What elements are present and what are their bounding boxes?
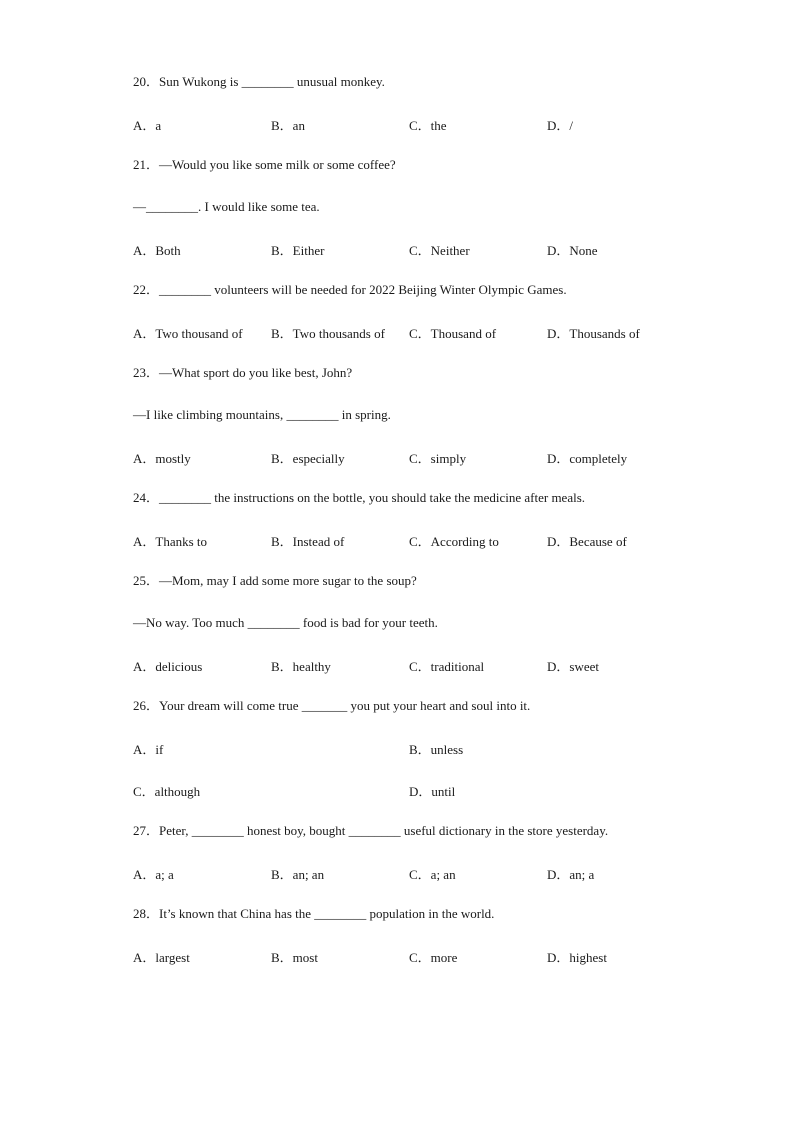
question-21-reply: —________. I would like some tea.	[133, 199, 320, 214]
question-22-option-a[interactable]: A．Two thousand of	[133, 326, 243, 341]
question-22-option-b[interactable]: B．Two thousands of	[271, 326, 385, 341]
question-21-stem: 21．—Would you like some milk or some coffee?	[133, 157, 396, 172]
question-24-option-d[interactable]: D．Because of	[547, 534, 627, 549]
question-26-option-d[interactable]: D．until	[409, 784, 456, 799]
question-28-option-c[interactable]: C．more	[409, 950, 458, 965]
question-23-reply: —I like climbing mountains, ________ in spring.	[133, 407, 391, 422]
question-25-option-b[interactable]: B．healthy	[271, 659, 331, 674]
question-24-stem: 24．________ the instructions on the bottle, you should take the medicine after meals.	[133, 490, 586, 505]
question-27-option-a[interactable]: A．a; a	[133, 867, 174, 882]
question-24-option-a[interactable]: A．Thanks to	[133, 534, 208, 549]
question-25-option-a[interactable]: A．delicious	[133, 659, 203, 674]
question-23-option-b[interactable]: B．especially	[271, 451, 345, 466]
question-26-option-c[interactable]: C．although	[133, 784, 201, 799]
question-25-reply: —No way. Too much ________ food is bad for your teeth.	[133, 615, 438, 630]
question-24-option-c[interactable]: C．According to	[409, 534, 499, 549]
question-27-stem: 27．Peter, ________ honest boy, bought ________ useful dictionary in the store yesterday.	[133, 823, 609, 838]
question-27-option-d[interactable]: D．an; a	[547, 867, 595, 882]
question-23-option-c[interactable]: C．simply	[409, 451, 467, 466]
question-27-option-b[interactable]: B．an; an	[271, 867, 325, 882]
question-28-option-a[interactable]: A．largest	[133, 950, 190, 965]
question-26-option-b[interactable]: B．unless	[409, 742, 464, 757]
question-23-stem: 23．—What sport do you like best, John?	[133, 365, 353, 380]
question-21-option-d[interactable]: D．None	[547, 243, 598, 258]
question-20-stem: 20．Sun Wukong is ________ unusual monkey.	[133, 74, 385, 89]
question-28-option-b[interactable]: B．most	[271, 950, 318, 965]
question-25-stem: 25．—Mom, may I add some more sugar to the soup?	[133, 573, 417, 588]
question-23-option-d[interactable]: D．completely	[547, 451, 628, 466]
question-20-option-d[interactable]: D．/	[547, 118, 574, 133]
question-28-stem: 28．It’s known that China has the ________ population in the world.	[133, 906, 495, 921]
question-26-stem: 26．Your dream will come true _______ you put your heart and soul into it.	[133, 698, 531, 713]
question-21-option-a[interactable]: A．Both	[133, 243, 181, 258]
question-27-option-c[interactable]: C．a; an	[409, 867, 456, 882]
question-22-stem: 22．________ volunteers will be needed for 2022 Beijing Winter Olympic Games.	[133, 282, 567, 297]
question-20-option-a[interactable]: A．a	[133, 118, 162, 133]
question-25-option-d[interactable]: D．sweet	[547, 659, 599, 674]
question-20-option-b[interactable]: B．an	[271, 118, 305, 133]
question-28-option-d[interactable]: D．highest	[547, 950, 607, 965]
question-24-option-b[interactable]: B．Instead of	[271, 534, 345, 549]
question-21-option-c[interactable]: C．Neither	[409, 243, 470, 258]
question-25-option-c[interactable]: C．traditional	[409, 659, 485, 674]
question-20-option-c[interactable]: C．the	[409, 118, 447, 133]
question-21-option-b[interactable]: B．Either	[271, 243, 325, 258]
question-22-option-d[interactable]: D．Thousands of	[547, 326, 640, 341]
question-22-option-c[interactable]: C．Thousand of	[409, 326, 497, 341]
question-23-option-a[interactable]: A．mostly	[133, 451, 191, 466]
question-26-option-a[interactable]: A．if	[133, 742, 164, 757]
